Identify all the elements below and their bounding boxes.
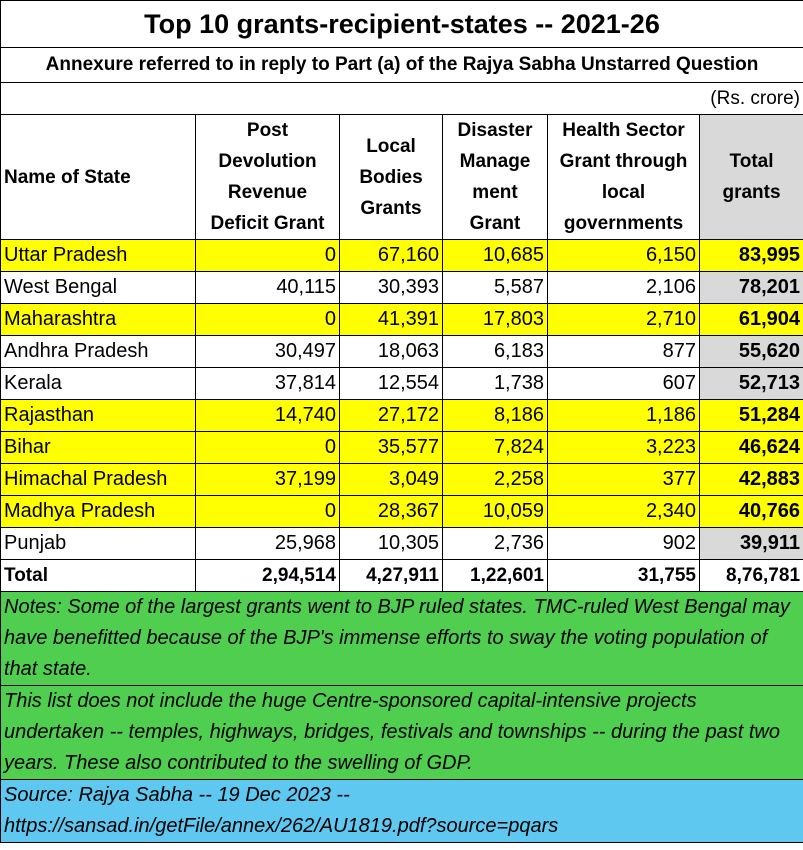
total-value: 83,995 [700,240,803,272]
post-devolution-value: 0 [196,432,340,464]
total-value: 39,911 [700,528,803,560]
table-row [1,240,803,272]
disaster-value: 1,738 [443,368,548,400]
totals-disaster: 1,22,601 [443,560,548,592]
disaster-value: 17,803 [443,304,548,336]
table-row [1,432,803,464]
post-devolution-value: 14,740 [196,400,340,432]
health-value: 2,106 [548,272,700,304]
post-devolution-value: 0 [196,240,340,272]
totals-grand-total: 8,76,781 [700,560,803,592]
state-name: Uttar Pradesh [1,240,196,272]
total-value: 40,766 [700,496,803,528]
table-row [1,464,803,496]
post-devolution-value: 25,968 [196,528,340,560]
post-devolution-value: 0 [196,496,340,528]
total-value: 42,883 [700,464,803,496]
local-bodies-value: 12,554 [340,368,443,400]
state-name: Andhra Pradesh [1,336,196,368]
source-url[interactable]: https://sansad.in/getFile/annex/262/AU1819.pdf?source=pqars [4,815,559,837]
totals-label: Total [1,560,196,592]
state-name: Bihar [1,432,196,464]
health-value: 2,710 [548,304,700,336]
notes-paragraph: Notes: Some of the largest grants went to BJP ruled states. TMC-ruled West Bengal may have benefitted because of the BJP's immense efforts to sway the voting population of that state. [1,592,803,686]
subtitle: Annexure referred to in reply to Part (a) of the Rajya Sabha Unstarred Question [1,48,803,83]
local-bodies-value: 28,367 [340,496,443,528]
unit-label: (Rs. crore) [1,83,803,115]
local-bodies-value: 10,305 [340,528,443,560]
disaster-value: 2,258 [443,464,548,496]
local-bodies-value: 41,391 [340,304,443,336]
disaster-value: 5,587 [443,272,548,304]
totals-post-devolution: 2,94,514 [196,560,340,592]
total-value: 51,284 [700,400,803,432]
state-name: West Bengal [1,272,196,304]
disaster-value: 6,183 [443,336,548,368]
total-value: 55,620 [700,336,803,368]
state-name: Rajasthan [1,400,196,432]
post-devolution-value: 37,814 [196,368,340,400]
health-value: 6,150 [548,240,700,272]
disaster-value: 10,685 [443,240,548,272]
total-value: 52,713 [700,368,803,400]
header-health: Health Sector Grant through local governments [548,115,700,240]
exclusion-note: This list does not include the huge Centre-sponsored capital-intensive projects undertaken -- temples, highways, bridges, festivals and townships -- during the past two years. These also contributed to the swelling of GDP. [1,686,803,780]
disaster-value: 10,059 [443,496,548,528]
health-value: 2,340 [548,496,700,528]
source-note [1,780,803,843]
health-value: 607 [548,368,700,400]
header-state: Name of State [1,115,196,240]
local-bodies-value: 67,160 [340,240,443,272]
state-name: Kerala [1,368,196,400]
local-bodies-value: 3,049 [340,464,443,496]
totals-local-bodies: 4,27,911 [340,560,443,592]
total-value: 61,904 [700,304,803,336]
state-name: Madhya Pradesh [1,496,196,528]
post-devolution-value: 37,199 [196,464,340,496]
post-devolution-value: 40,115 [196,272,340,304]
state-name: Himachal Pradesh [1,464,196,496]
source-line: Source: Rajya Sabha -- 19 Dec 2023 -- [4,784,350,806]
table-row [1,368,803,400]
table-row [1,400,803,432]
table-row [1,304,803,336]
local-bodies-value: 18,063 [340,336,443,368]
page-title: Top 10 grants-recipient-states -- 2021-26 [1,1,803,48]
local-bodies-value: 30,393 [340,272,443,304]
state-name: Punjab [1,528,196,560]
post-devolution-value: 0 [196,304,340,336]
header-total: Total grants [700,115,803,240]
local-bodies-value: 27,172 [340,400,443,432]
state-name: Maharashtra [1,304,196,336]
header-disaster: Disaster Manage ment Grant [443,115,548,240]
disaster-value: 8,186 [443,400,548,432]
table-row [1,272,803,304]
table-row [1,496,803,528]
table-row [1,528,803,560]
health-value: 3,223 [548,432,700,464]
header-post-devolution: Post Devolution Revenue Deficit Grant [196,115,340,240]
local-bodies-value: 35,577 [340,432,443,464]
disaster-value: 2,736 [443,528,548,560]
health-value: 902 [548,528,700,560]
disaster-value: 7,824 [443,432,548,464]
health-value: 377 [548,464,700,496]
post-devolution-value: 30,497 [196,336,340,368]
totals-row [1,560,803,592]
totals-health: 31,755 [548,560,700,592]
header-local-bodies: Local Bodies Grants [340,115,443,240]
total-value: 78,201 [700,272,803,304]
health-value: 1,186 [548,400,700,432]
table-row [1,336,803,368]
total-value: 46,624 [700,432,803,464]
health-value: 877 [548,336,700,368]
header-row [1,115,803,240]
